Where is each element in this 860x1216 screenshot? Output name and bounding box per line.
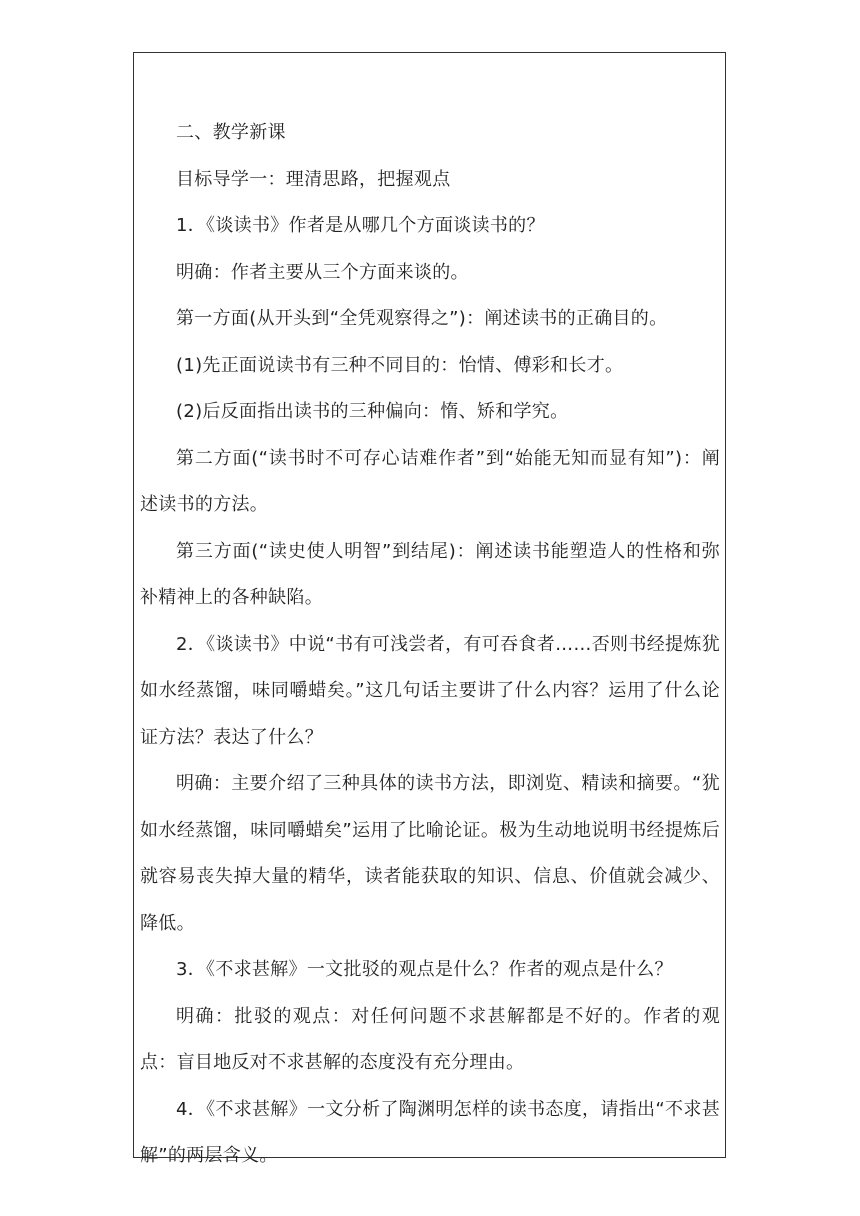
question-2: 2．《谈读书》中说“书有可浅尝者，有可吞食者……否则书经提炼犹如水经蒸馏，味同嚼蜡矣。”这几句话主要讲了什么内容？运用了什么论证方法？表达了什么？	[140, 633, 720, 748]
section-heading: 二、教学新课	[176, 122, 286, 143]
answer-1-part-1: 第一方面(从开头到“全凭观察得之”)：阐述读书的正确目的。	[176, 308, 668, 329]
answer-3: 明确：批驳的观点：对任何问题不求甚解都是不好的。作者的观点：盲目地反对不求甚解的态度没有充分理由。	[140, 1005, 720, 1073]
objective-heading: 目标导学一：理清思路，把握观点	[176, 168, 451, 190]
answer-1-part-2: 第二方面(“读书时不可存心诘难作者”到“始能无知而显有知”)：阐述读书的方法。	[140, 447, 720, 515]
question-4: 4．《不求甚解》一文分析了陶渊明怎样的读书态度，请指出“不求甚解”的两层含义。	[140, 1098, 720, 1166]
question-3: 3．《不求甚解》一文批驳的观点是什么？作者的观点是什么？	[176, 959, 673, 980]
answer-1-part-3: 第三方面(“读史使人明智”到结尾)：阐述读书能塑造人的性格和弥补精神上的各种缺陷。	[140, 540, 720, 608]
lesson-content	[140, 110, 720, 1180]
answer-2: 明确：主要介绍了三种具体的读书方法，即浏览、精读和摘要。“犹如水经蒸馏，味同嚼蜡矣”运用了比喻论证。极为生动地说明书经提炼后就容易丧失掉大量的精华，读者能获取的知识、信息、价值就会减少、降低。	[140, 773, 720, 934]
answer-1-point-1: (1)先正面说读书有三种不同目的：怡情、傅彩和长才。	[176, 354, 624, 376]
answer-1-point-2: (2)后反面指出读书的三种偏向：惰、矫和学究。	[176, 401, 569, 422]
question-1: 1．《谈读书》作者是从哪几个方面谈读书的？	[176, 215, 545, 236]
answer-1: 明确：作者主要从三个方面来谈的。	[176, 261, 469, 283]
